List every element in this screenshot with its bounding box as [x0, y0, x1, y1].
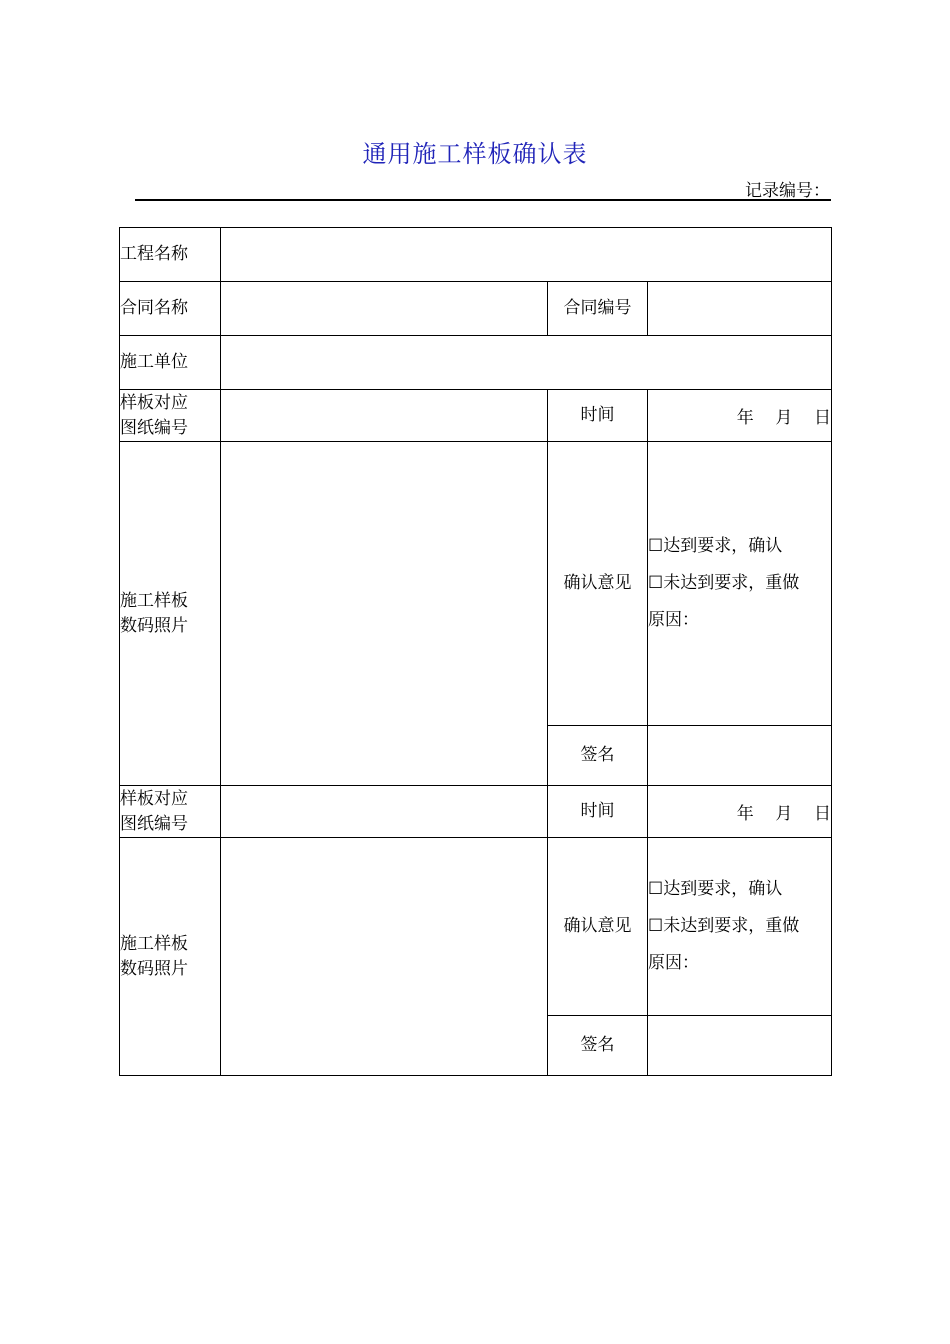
checkbox-icon[interactable]: ☐ [648, 916, 664, 936]
construction-unit-field[interactable] [221, 336, 832, 390]
drawing-number-row [120, 390, 832, 442]
option-approved[interactable] [648, 534, 831, 559]
signature-label: 签名 [548, 1016, 648, 1076]
contract-number-field[interactable] [648, 282, 832, 336]
option-redo-label: 未达到要求，重做 [663, 573, 800, 593]
sample-photo-area[interactable] [221, 838, 548, 1076]
construction-unit-row [120, 336, 832, 390]
contract-name-field[interactable] [221, 282, 548, 336]
drawing-number-label-line-2: 图纸编号 [120, 417, 188, 438]
sample-photo-label-line-2: 数码照片 [120, 615, 188, 636]
project-name-field[interactable] [221, 228, 832, 282]
opinion-label: 确认意见 [548, 442, 648, 726]
sample-photo-label-line-1: 施工样板 [120, 933, 188, 954]
contract-number-label: 合同编号 [548, 282, 648, 336]
drawing-number-label-line-2: 图纸编号 [120, 813, 188, 834]
opinion-label: 确认意见 [548, 838, 648, 1016]
sample-photo-label [120, 838, 221, 1076]
drawing-number-field[interactable] [221, 390, 548, 442]
drawing-number-label [120, 786, 221, 838]
signature-field[interactable] [648, 726, 832, 786]
option-redo[interactable] [648, 914, 831, 939]
sample-photo-label [120, 442, 221, 786]
checkbox-icon[interactable]: ☐ [648, 536, 664, 556]
page-title: 通用施工样板确认表 [362, 140, 588, 168]
signature-label: 签名 [548, 726, 648, 786]
date-field[interactable]: 年 月 日 [648, 390, 832, 442]
opinion-field [648, 442, 832, 726]
confirmation-form-table [119, 227, 832, 1076]
drawing-number-row [120, 786, 832, 838]
sample-photo-area[interactable] [221, 442, 548, 786]
contract-name-label: 合同名称 [120, 282, 221, 336]
sample-photo-label-line-1: 施工样板 [120, 590, 188, 611]
sample-photo-row [120, 442, 832, 726]
option-approved-label: 达到要求，确认 [663, 879, 783, 899]
checkbox-icon[interactable]: ☐ [648, 573, 664, 593]
sample-photo-label-line-2: 数码照片 [120, 958, 188, 979]
time-label: 时间 [548, 786, 648, 838]
drawing-number-label [120, 390, 221, 442]
time-label: 时间 [548, 390, 648, 442]
option-redo[interactable] [648, 571, 831, 596]
project-name-row [120, 228, 832, 282]
date-field[interactable]: 年 月 日 [648, 786, 832, 838]
signature-field[interactable] [648, 1016, 832, 1076]
drawing-number-label-line-1: 样板对应 [120, 788, 188, 809]
contract-row [120, 282, 832, 336]
opinion-field [648, 838, 832, 1016]
reason-label: 原因： [648, 610, 699, 630]
reason-label: 原因： [648, 953, 699, 973]
project-name-label: 工程名称 [120, 228, 221, 282]
title-underline [135, 199, 831, 201]
drawing-number-label-line-1: 样板对应 [120, 392, 188, 413]
option-approved-label: 达到要求，确认 [663, 536, 783, 556]
option-approved[interactable] [648, 877, 831, 902]
checkbox-icon[interactable]: ☐ [648, 879, 664, 899]
drawing-number-field[interactable] [221, 786, 548, 838]
record-number-label: 记录编号： [745, 181, 830, 201]
construction-unit-label: 施工单位 [120, 336, 221, 390]
option-redo-label: 未达到要求，重做 [663, 916, 800, 936]
sample-photo-row [120, 838, 832, 1016]
